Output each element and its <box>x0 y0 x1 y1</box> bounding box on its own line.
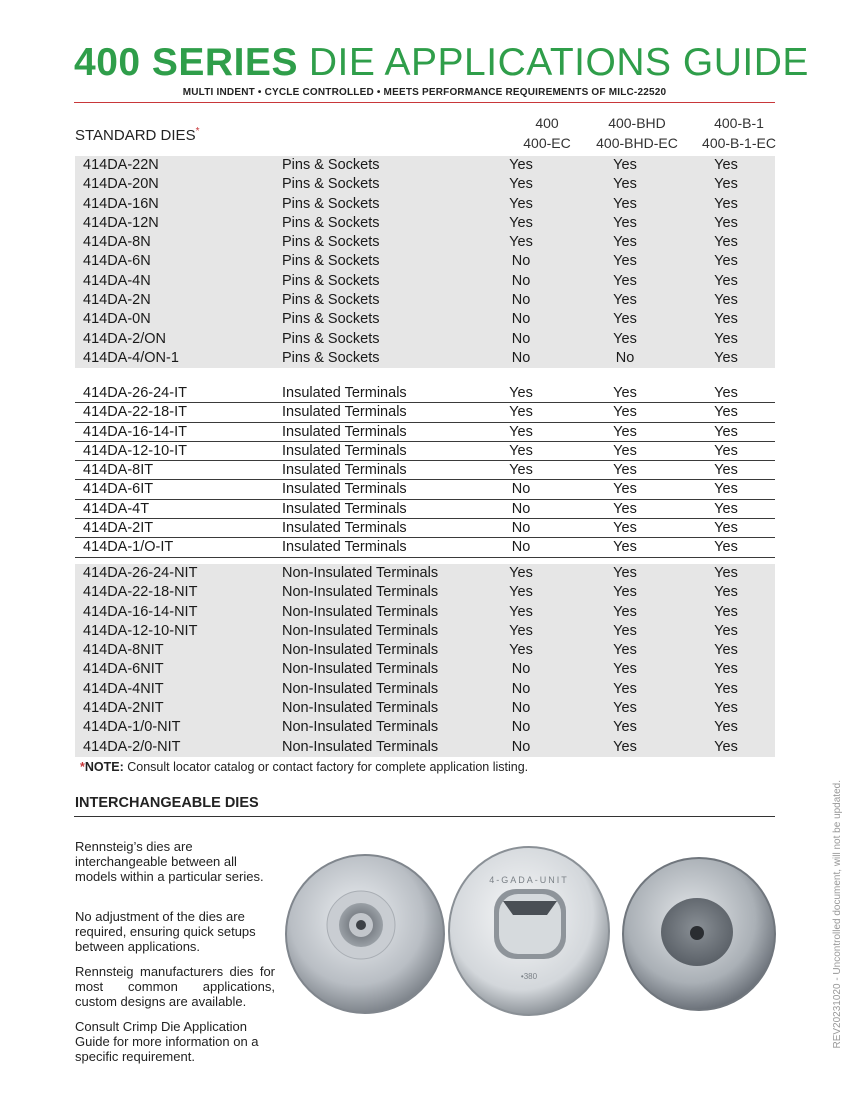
compat-400-bhd-cell: Yes <box>613 272 637 289</box>
application-cell: Non-Insulated Terminals <box>282 680 439 697</box>
compat-400-bhd-cell: Yes <box>613 423 637 440</box>
compat-400-cell: No <box>511 330 531 347</box>
compat-400-cell: Yes <box>509 385 533 401</box>
title-series: 400 SERIES <box>74 41 298 84</box>
application-cell: Pins & Sockets <box>282 176 380 193</box>
compat-400-cell: Yes <box>509 404 533 421</box>
compat-400-cell: No <box>511 500 531 517</box>
compat-400-bhd-cell: Yes <box>613 622 637 639</box>
application-cell: Non-Insulated Terminals <box>282 603 439 620</box>
table-row <box>75 480 775 499</box>
compat-400-cell: Yes <box>509 584 533 601</box>
table-row <box>75 214 775 233</box>
footnote-label: NOTE: <box>84 760 124 774</box>
compat-400-b-1-cell: Yes <box>714 462 738 479</box>
compat-400-bhd-cell: Yes <box>613 292 637 309</box>
header-divider <box>74 102 775 103</box>
die-number-text: •380 <box>520 972 538 981</box>
page-title <box>74 40 809 86</box>
page-subtitle: MULTI INDENT • CYCLE CONTROLLED • MEETS PERFORMANCE REQUIREMENTS OF MILC-22520 <box>182 87 667 98</box>
compat-400-cell: Yes <box>509 234 533 251</box>
compat-400-cell: Yes <box>509 176 533 193</box>
column-header-line: 400-BHD-EC <box>596 135 678 151</box>
compat-400-bhd-cell: Yes <box>613 500 637 517</box>
table-row <box>75 519 775 538</box>
table-row <box>75 233 775 252</box>
application-cell: Pins & Sockets <box>282 272 380 289</box>
die-model-cell: 414DA-1/0-NIT <box>83 719 181 736</box>
table-row <box>75 641 775 660</box>
table-row <box>75 423 775 442</box>
application-cell: Pins & Sockets <box>282 349 380 366</box>
column-header-400-b-1 <box>684 113 794 153</box>
application-cell: Non-Insulated Terminals <box>282 719 439 736</box>
compat-400-b-1-cell: Yes <box>714 661 738 678</box>
table-row <box>75 660 775 679</box>
compat-400-cell: Yes <box>509 565 533 581</box>
die-model-cell: 414DA-4N <box>83 272 151 289</box>
column-header-line: 400-EC <box>523 135 571 151</box>
application-cell: Non-Insulated Terminals <box>282 622 439 639</box>
compat-400-b-1-cell: Yes <box>714 214 738 231</box>
application-cell: Pins & Sockets <box>282 195 380 212</box>
compat-400-cell: Yes <box>509 462 533 479</box>
application-cell: Non-Insulated Terminals <box>282 700 439 717</box>
compat-400-bhd-cell: Yes <box>613 234 637 251</box>
non-insulated-terminals-table <box>75 564 775 757</box>
die-photo-3 <box>621 856 781 1016</box>
title-guide: DIE APPLICATIONS GUIDE <box>308 41 809 84</box>
table-row <box>75 403 775 422</box>
asterisk-marker: * <box>195 126 200 137</box>
compat-400-bhd-cell: Yes <box>613 442 637 459</box>
table-row <box>75 442 775 461</box>
compat-400-b-1-cell: Yes <box>714 253 738 270</box>
application-cell: Insulated Terminals <box>282 462 407 479</box>
compat-400-cell: Yes <box>509 642 533 659</box>
compat-400-b-1-cell: Yes <box>714 234 738 251</box>
compat-400-b-1-cell: Yes <box>714 738 738 755</box>
table-row <box>75 461 775 480</box>
paragraph-no-adjustment: No adjustment of the dies are required, ensuring quick setups between applications. <box>75 909 256 954</box>
table-row <box>75 622 775 641</box>
compat-400-bhd-cell: Yes <box>613 214 637 231</box>
application-cell: Insulated Terminals <box>282 500 407 517</box>
compat-400-cell: Yes <box>509 622 533 639</box>
compat-400-b-1-cell: Yes <box>714 176 738 193</box>
table-row <box>75 538 775 557</box>
compat-400-cell: Yes <box>509 603 533 620</box>
compat-400-bhd-cell: No <box>615 349 635 366</box>
application-cell: Insulated Terminals <box>282 539 407 556</box>
die-model-cell: 414DA-16-14-IT <box>83 423 187 440</box>
die-model-cell: 414DA-6N <box>83 253 151 270</box>
compat-400-cell: No <box>511 520 531 537</box>
table-row <box>75 564 775 583</box>
compat-400-bhd-cell: Yes <box>613 385 637 401</box>
die-model-cell: 414DA-12-10-IT <box>83 442 187 459</box>
compat-400-bhd-cell: Yes <box>613 176 637 193</box>
die-model-cell: 414DA-0N <box>83 311 151 328</box>
compat-400-cell: Yes <box>509 214 533 231</box>
table-row <box>75 175 775 194</box>
compat-400-cell: No <box>511 272 531 289</box>
column-header-400-bhd <box>582 113 692 153</box>
table-row <box>75 500 775 519</box>
compat-400-bhd-cell: Yes <box>613 481 637 498</box>
compat-400-bhd-cell: Yes <box>613 539 637 556</box>
table-row <box>75 252 775 271</box>
compat-400-b-1-cell: Yes <box>714 584 738 601</box>
compat-400-cell: No <box>511 349 531 366</box>
compat-400-b-1-cell: Yes <box>714 404 738 421</box>
die-model-cell: 414DA-26-24-IT <box>83 385 187 401</box>
table-row <box>75 718 775 737</box>
compat-400-b-1-cell: Yes <box>714 349 738 366</box>
compat-400-bhd-cell: Yes <box>613 253 637 270</box>
die-model-cell: 414DA-20N <box>83 176 159 193</box>
footnote-text: Consult locator catalog or contact factory for complete application listing. <box>127 760 529 774</box>
die-model-cell: 414DA-22-18-IT <box>83 404 187 421</box>
compat-400-bhd-cell: Yes <box>613 603 637 620</box>
compat-400-bhd-cell: Yes <box>613 719 637 736</box>
compat-400-b-1-cell: Yes <box>714 539 738 556</box>
die-model-cell: 414DA-12-10-NIT <box>83 622 198 639</box>
compat-400-b-1-cell: Yes <box>714 680 738 697</box>
table-row <box>75 330 775 349</box>
die-model-cell: 414DA-2/0-NIT <box>83 738 181 755</box>
application-cell: Insulated Terminals <box>282 404 407 421</box>
compat-400-cell: Yes <box>509 157 533 173</box>
compat-400-bhd-cell: Yes <box>613 642 637 659</box>
table-row <box>75 603 775 622</box>
table-row <box>75 384 775 403</box>
application-cell: Pins & Sockets <box>282 214 380 231</box>
column-header-line: 400 <box>535 115 559 131</box>
compat-400-b-1-cell: Yes <box>714 442 738 459</box>
compat-400-bhd-cell: Yes <box>613 565 637 581</box>
die-model-cell: 414DA-2N <box>83 292 151 309</box>
compat-400-b-1-cell: Yes <box>714 481 738 498</box>
compat-400-bhd-cell: Yes <box>613 584 637 601</box>
table-row <box>75 272 775 291</box>
compat-400-b-1-cell: Yes <box>714 603 738 620</box>
compat-400-b-1-cell: Yes <box>714 157 738 173</box>
compat-400-b-1-cell: Yes <box>714 622 738 639</box>
compat-400-bhd-cell: Yes <box>613 520 637 537</box>
compat-400-b-1-cell: Yes <box>714 520 738 537</box>
die-model-cell: 414DA-22-18-NIT <box>83 584 198 601</box>
die-model-cell: 414DA-4NIT <box>83 680 164 697</box>
paragraph-manufacturers: Rennsteig manufacturers dies for most common applications, custom designs are available. <box>75 964 275 1009</box>
table-row <box>75 349 775 368</box>
die-photo-2 <box>448 845 610 1017</box>
compat-400-b-1-cell: Yes <box>714 292 738 309</box>
compat-400-b-1-cell: Yes <box>714 311 738 328</box>
compat-400-bhd-cell: Yes <box>613 330 637 347</box>
compat-400-b-1-cell: Yes <box>714 642 738 659</box>
application-cell: Pins & Sockets <box>282 311 380 328</box>
pins-sockets-table <box>75 156 775 368</box>
compat-400-b-1-cell: Yes <box>714 330 738 347</box>
die-model-cell: 414DA-4/ON-1 <box>83 349 179 366</box>
application-cell: Insulated Terminals <box>282 481 407 498</box>
footnote-star: * <box>80 760 85 774</box>
die-stamp-text: 4-GADA-UNIT <box>489 875 569 885</box>
compat-400-b-1-cell: Yes <box>714 565 738 581</box>
die-model-cell: 414DA-8NIT <box>83 642 164 659</box>
compat-400-cell: No <box>511 719 531 736</box>
application-cell: Insulated Terminals <box>282 423 407 440</box>
footnote <box>80 760 528 774</box>
application-cell: Non-Insulated Terminals <box>282 661 439 678</box>
application-cell: Pins & Sockets <box>282 330 380 347</box>
die-model-cell: 414DA-6NIT <box>83 661 164 678</box>
compat-400-b-1-cell: Yes <box>714 385 738 401</box>
die-model-cell: 414DA-1/O-IT <box>83 539 174 556</box>
die-photo-1 <box>284 853 446 1015</box>
compat-400-cell: No <box>511 253 531 270</box>
compat-400-bhd-cell: Yes <box>613 738 637 755</box>
compat-400-cell: No <box>511 481 531 498</box>
die-model-cell: 414DA-26-24-NIT <box>83 565 198 581</box>
revision-note: REV20231020 - Uncontrolled document, will not be updated. <box>832 780 843 1049</box>
compat-400-cell: No <box>511 311 531 328</box>
application-cell: Non-Insulated Terminals <box>282 565 439 581</box>
compat-400-b-1-cell: Yes <box>714 272 738 289</box>
compat-400-bhd-cell: Yes <box>613 462 637 479</box>
application-cell: Insulated Terminals <box>282 520 407 537</box>
table-row <box>75 310 775 329</box>
compat-400-cell: Yes <box>509 442 533 459</box>
insulated-terminals-table <box>75 384 775 558</box>
application-cell: Pins & Sockets <box>282 292 380 309</box>
compat-400-bhd-cell: Yes <box>613 311 637 328</box>
compat-400-bhd-cell: Yes <box>613 700 637 717</box>
paragraph-consult: Consult Crimp Die Application Guide for more information on a specific requirement. <box>75 1019 259 1064</box>
paragraph-interchangeable: Rennsteig’s dies are interchangeable between all models within a particular series. <box>75 839 264 884</box>
compat-400-bhd-cell: Yes <box>613 680 637 697</box>
compat-400-cell: No <box>511 680 531 697</box>
die-model-cell: 414DA-2/ON <box>83 330 167 347</box>
die-model-cell: 414DA-22N <box>83 157 159 173</box>
table-row <box>75 291 775 310</box>
die-model-cell: 414DA-16-14-NIT <box>83 603 198 620</box>
compat-400-bhd-cell: Yes <box>613 404 637 421</box>
table-row <box>75 738 775 757</box>
die-model-cell: 414DA-8IT <box>83 462 154 479</box>
table-row <box>75 156 775 175</box>
compat-400-cell: No <box>511 292 531 309</box>
die-model-cell: 414DA-6IT <box>83 481 154 498</box>
table-row <box>75 680 775 699</box>
table-row <box>75 195 775 214</box>
table-row <box>75 583 775 602</box>
application-cell: Non-Insulated Terminals <box>282 642 439 659</box>
compat-400-cell: Yes <box>509 423 533 440</box>
compat-400-cell: No <box>511 700 531 717</box>
die-model-cell: 414DA-4T <box>83 500 150 517</box>
application-cell: Non-Insulated Terminals <box>282 738 439 755</box>
compat-400-cell: No <box>511 738 531 755</box>
standard-dies-heading <box>75 126 199 144</box>
application-cell: Pins & Sockets <box>282 157 380 173</box>
compat-400-cell: No <box>511 539 531 556</box>
die-model-cell: 414DA-2IT <box>83 520 154 537</box>
interchangeable-dies-heading: INTERCHANGEABLE DIES <box>75 795 259 811</box>
die-model-cell: 414DA-16N <box>83 195 159 212</box>
column-header-line: 400-B-1 <box>714 115 764 131</box>
compat-400-cell: Yes <box>509 195 533 212</box>
column-header-line: 400-B-1-EC <box>702 135 776 151</box>
compat-400-b-1-cell: Yes <box>714 500 738 517</box>
die-model-cell: 414DA-2NIT <box>83 700 164 717</box>
compat-400-b-1-cell: Yes <box>714 719 738 736</box>
compat-400-cell: No <box>511 661 531 678</box>
compat-400-bhd-cell: Yes <box>613 195 637 212</box>
standard-dies-label: STANDARD DIES <box>75 127 196 144</box>
application-cell: Insulated Terminals <box>282 442 407 459</box>
section-divider <box>74 816 775 817</box>
die-model-cell: 414DA-8N <box>83 234 151 251</box>
application-cell: Non-Insulated Terminals <box>282 584 439 601</box>
die-model-cell: 414DA-12N <box>83 214 159 231</box>
application-cell: Pins & Sockets <box>282 253 380 270</box>
compat-400-bhd-cell: Yes <box>613 661 637 678</box>
table-row <box>75 699 775 718</box>
compat-400-bhd-cell: Yes <box>613 157 637 173</box>
column-header-line: 400-BHD <box>608 115 666 131</box>
application-cell: Insulated Terminals <box>282 385 407 401</box>
compat-400-b-1-cell: Yes <box>714 195 738 212</box>
compat-400-b-1-cell: Yes <box>714 700 738 717</box>
application-cell: Pins & Sockets <box>282 234 380 251</box>
compat-400-b-1-cell: Yes <box>714 423 738 440</box>
